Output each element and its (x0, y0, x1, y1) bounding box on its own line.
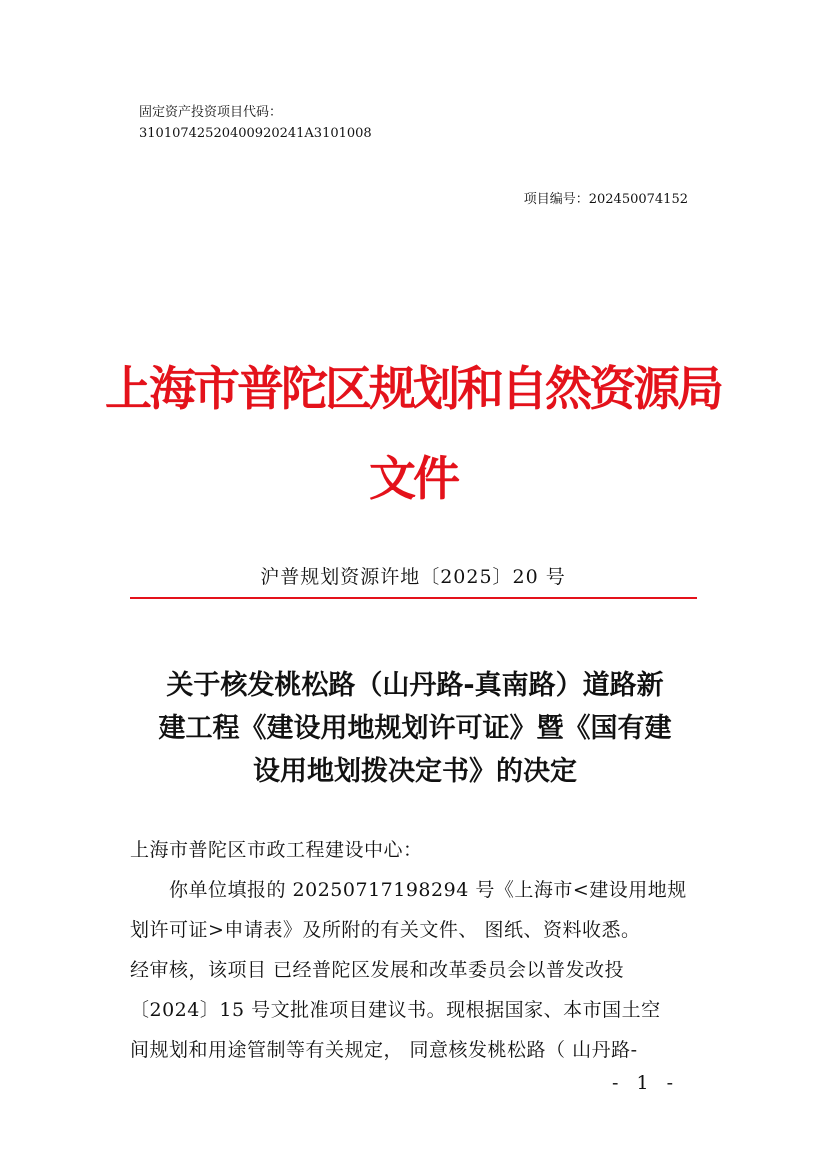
page-number: - 1 - (612, 1072, 680, 1094)
body-line: 〔2024〕15 号文批准项目建议书。现根据国家、本市国土空 (130, 999, 661, 1021)
body-line: 你单位填报的 20250717198294 号《上海市<建设用地规 (130, 879, 687, 901)
subject-title (120, 664, 710, 793)
document-kind-title: 文件 (369, 452, 457, 507)
addressee: 上海市普陀区市政工程建设中心： (130, 839, 423, 861)
fixed-asset-code-label: 固定资产投资项目代码： (139, 105, 283, 120)
fixed-asset-code: 31010742520400920241A3101008 (139, 126, 372, 141)
issuer-title: 上海市普陀区规划和自然资源局 (105, 362, 721, 417)
red-divider-line (130, 597, 697, 599)
subject-line: 建工程《建设用地规划许可证》暨《国有建 (158, 713, 672, 744)
subject-line: 关于核发桃松路（山丹路-真南路）道路新 (166, 670, 664, 701)
subject-line: 设用地划拨决定书》的决定 (253, 756, 577, 787)
project-number: 项目编号：202450074152 (523, 192, 688, 207)
document-number: 沪普规划资源许地〔2025〕20 号 (260, 566, 566, 588)
body-paragraph (130, 870, 700, 1070)
body-line: 划许可证>申请表》及所附的有关文件、 图纸、资料收悉。 (130, 919, 641, 941)
body-line: 经审核，该项目 已经普陀区发展和改革委员会以普发改投 (130, 959, 625, 981)
body-line: 间规划和用途管制等有关规定， 同意核发桃松路（ 山丹路- (130, 1039, 638, 1061)
